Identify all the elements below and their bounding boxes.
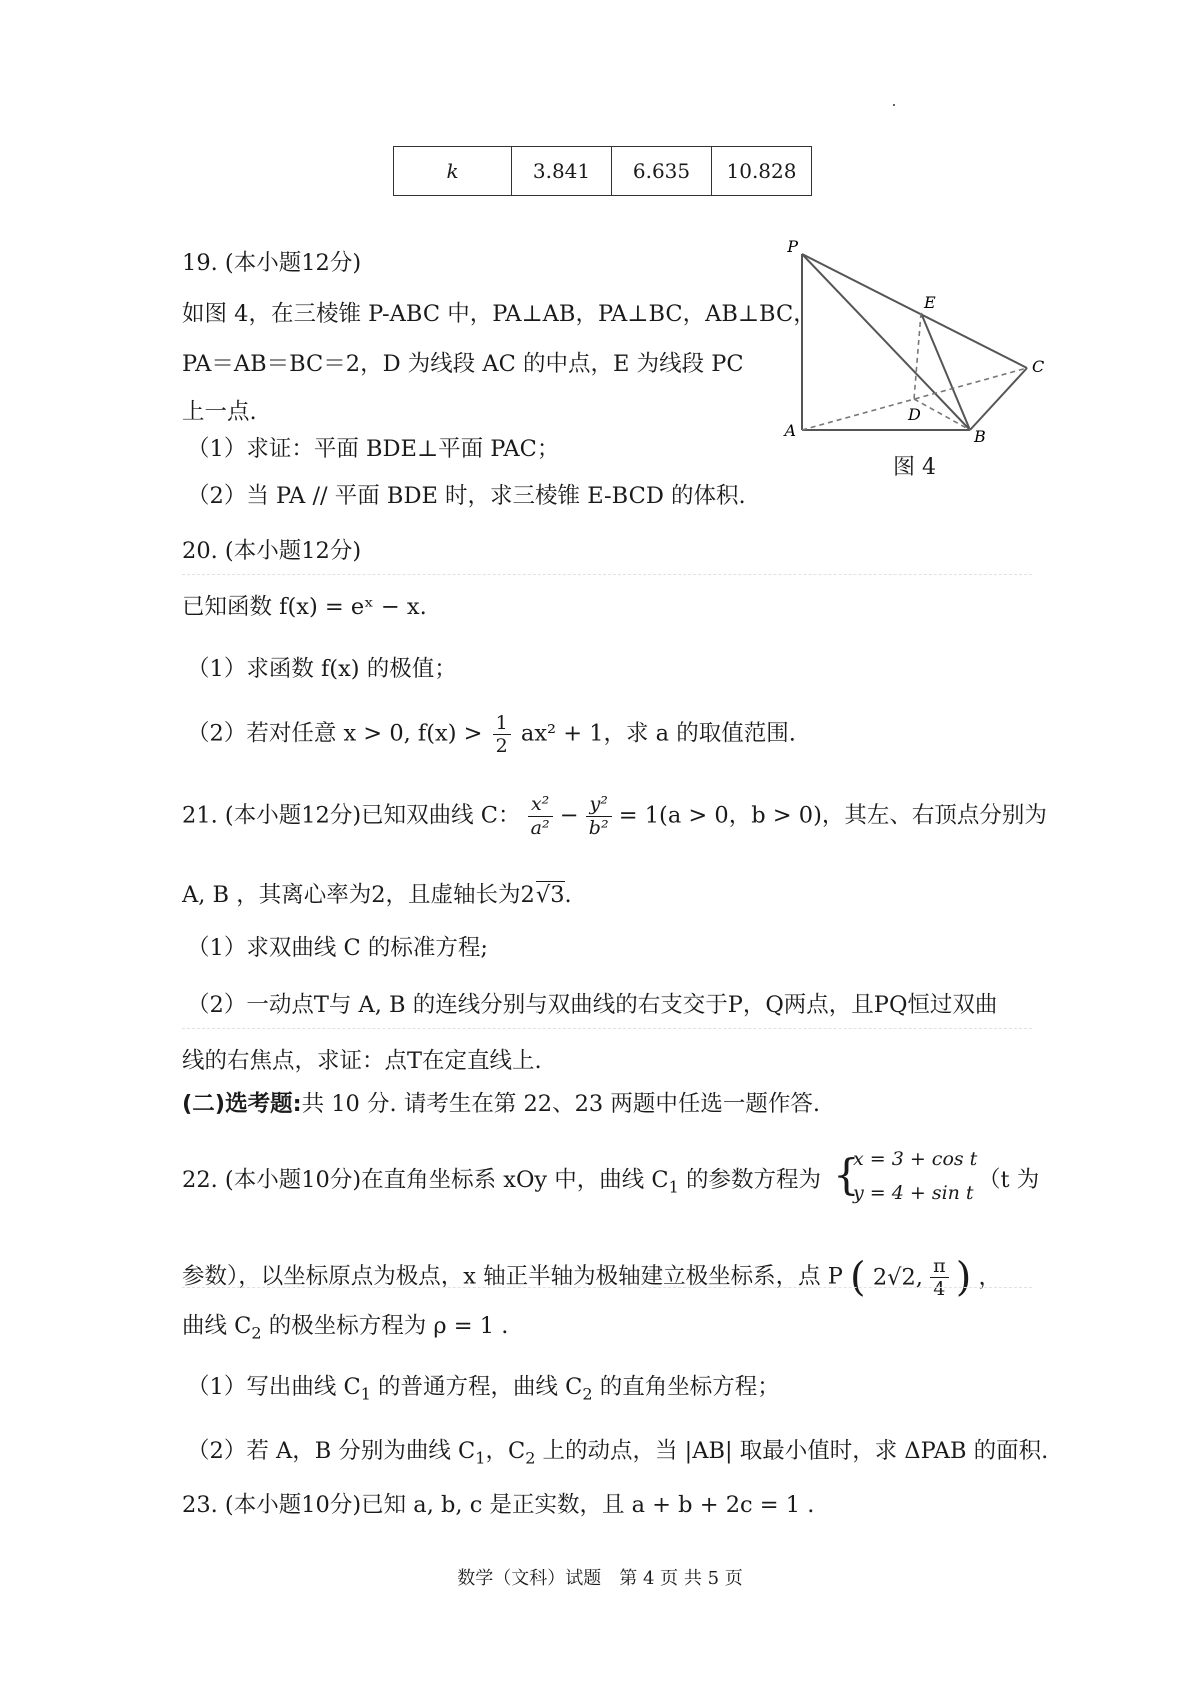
subscript: 2 bbox=[525, 1448, 536, 1468]
edge-pc bbox=[802, 254, 1027, 368]
q22-line3-end: 的极坐标方程为 ρ = 1 . bbox=[261, 1313, 509, 1339]
q22-line1 bbox=[182, 1165, 821, 1196]
frac-denominator: 2 bbox=[495, 735, 508, 757]
stray-dot bbox=[893, 104, 895, 106]
edge-be bbox=[921, 313, 970, 430]
edge-db-hidden bbox=[914, 399, 970, 430]
q21-line2-end: . bbox=[564, 882, 572, 908]
page-footer: 数学（文科）试题 第 4 页 共 5 页 bbox=[457, 1568, 743, 1589]
q22-line2-start: 参数），以坐标原点为极点，x 轴正半轴为极轴建立极坐标系，点 P bbox=[182, 1263, 843, 1290]
label-a: A bbox=[784, 421, 796, 440]
frac-denominator: b² bbox=[588, 817, 609, 839]
label-p: P bbox=[787, 238, 798, 256]
fraction-x2-a2 bbox=[528, 793, 553, 840]
subscript: 1 bbox=[360, 1384, 371, 1404]
q22-part2-c: 上的动点，当 |AB| 取最小值时，求 ΔPAB 的面积. bbox=[535, 1438, 1049, 1464]
q22-part1 bbox=[187, 1372, 780, 1403]
sqrt-radical: √3 bbox=[535, 882, 565, 908]
table-cell: 6.635 bbox=[612, 147, 712, 196]
q21-tail: = 1(a > 0，b > 0)，其左、右顶点分别为 bbox=[618, 802, 1047, 829]
label-b: B bbox=[974, 427, 986, 446]
frac-denominator: 4 bbox=[933, 1278, 946, 1300]
table-row bbox=[394, 147, 812, 196]
q22-line2 bbox=[182, 1255, 1001, 1300]
divider bbox=[182, 1028, 1032, 1029]
frac-numerator: 1 bbox=[493, 712, 511, 735]
q19-text-line1: 如图 4，在三棱锥 P-ABC 中，PA⊥AB，PA⊥BC，AB⊥BC， bbox=[182, 301, 816, 327]
q20-part1: （1）求函数 f(x) 的极值； bbox=[187, 656, 457, 682]
q19-text-line3: 上一点. bbox=[182, 399, 257, 425]
q19-text-line2: PA＝AB＝BC＝2，D 为线段 AC 的中点，E 为线段 PC bbox=[182, 351, 744, 377]
q21-line1 bbox=[182, 793, 1047, 840]
frac-numerator: π bbox=[930, 1255, 949, 1278]
system-eq-y: y = 4 + sin t bbox=[853, 1182, 974, 1204]
divider bbox=[182, 574, 1032, 575]
left-paren: ( bbox=[850, 1254, 866, 1301]
table-cell: 10.828 bbox=[712, 147, 812, 196]
q19-part2: （2）当 PA // 平面 BDE 时，求三棱锥 E-BCD 的体积. bbox=[187, 483, 746, 509]
q22-part2 bbox=[187, 1436, 1048, 1467]
figure-4-pyramid bbox=[780, 238, 1060, 458]
q21-line2-start: A, B ，其离心率为2，且虚轴长为2 bbox=[182, 882, 535, 908]
sqrt-value: 3 bbox=[550, 882, 565, 908]
q22-line2-end: ， bbox=[978, 1264, 1002, 1291]
section-bold-label: (二)选考题: bbox=[182, 1091, 302, 1117]
q21-part2-line2: 线的右焦点，求证：点T在定直线上. bbox=[182, 1048, 542, 1074]
q21-start: 21. (本小题12分)已知双曲线 C： bbox=[182, 802, 521, 829]
label-d: D bbox=[908, 405, 921, 424]
q19-heading: 19. (本小题12分) bbox=[182, 250, 362, 276]
edge-ed-hidden bbox=[914, 313, 921, 399]
q22-line3 bbox=[182, 1311, 508, 1342]
q21-part1: （1）求双曲线 C 的标准方程; bbox=[187, 935, 488, 961]
fraction-pi-4 bbox=[930, 1255, 949, 1300]
critical-value-table bbox=[393, 146, 812, 196]
right-paren: ) bbox=[955, 1254, 972, 1301]
q21-line2 bbox=[182, 880, 572, 910]
q22-start: 22. (本小题10分)在直角坐标系 xOy 中，曲线 C bbox=[182, 1167, 669, 1193]
label-c: C bbox=[1032, 357, 1045, 376]
table-cell: 3.841 bbox=[512, 147, 612, 196]
label-e: E bbox=[924, 293, 936, 312]
q20-part2 bbox=[187, 712, 796, 757]
frac-numerator: y² bbox=[586, 793, 612, 817]
minus-sign: − bbox=[559, 802, 579, 829]
q20-intro: 已知函数 f(x) = eˣ − x. bbox=[182, 594, 427, 620]
edge-bc bbox=[970, 368, 1027, 430]
edge-pb bbox=[802, 254, 970, 430]
q22-part1-c: 的直角坐标方程； bbox=[592, 1374, 780, 1400]
subscript: 1 bbox=[668, 1177, 679, 1197]
frac-numerator: x² bbox=[528, 793, 553, 817]
section-rest: 共 10 分. 请考生在第 22、23 两题中任选一题作答. bbox=[301, 1091, 821, 1117]
q23-line: 23. (本小题10分)已知 a, b, c 是正实数，且 a + b + 2c = 1 . bbox=[182, 1492, 815, 1518]
table-header-k: k bbox=[394, 147, 512, 196]
point-radius: 2√2, bbox=[872, 1264, 923, 1291]
q22-part1-a: （1）写出曲线 C bbox=[187, 1374, 361, 1400]
q22-line3-start: 曲线 C bbox=[182, 1313, 252, 1339]
fraction-one-half bbox=[493, 712, 511, 757]
q22-line1-end: （t 为 bbox=[978, 1167, 1040, 1193]
fraction-y2-b2 bbox=[586, 793, 612, 840]
q22-part1-b: 的普通方程，曲线 C bbox=[370, 1374, 583, 1400]
parametric-system bbox=[853, 1142, 977, 1210]
q20-part2-end: ax² + 1，求 a 的取值范围. bbox=[520, 720, 796, 747]
figure-4-caption: 图 4 bbox=[893, 455, 936, 480]
system-eq-x: x = 3 + cos t bbox=[853, 1148, 978, 1170]
q21-part2-line1: （2）一动点T与 A, B 的连线分别与双曲线的右支交于P，Q两点，且PQ恒过双曲 bbox=[187, 992, 998, 1018]
subscript: 2 bbox=[582, 1384, 593, 1404]
subscript: 2 bbox=[251, 1323, 262, 1343]
brace: { bbox=[833, 1150, 860, 1199]
section-optional-heading bbox=[182, 1089, 820, 1119]
q22-part2-b: ，C bbox=[485, 1438, 526, 1464]
q22-part2-a: （2）若 A，B 分别为曲线 C bbox=[187, 1438, 476, 1464]
q22-mid: 的参数方程为 bbox=[678, 1167, 821, 1193]
q19-part1: （1）求证：平面 BDE⊥平面 PAC； bbox=[187, 436, 560, 462]
q20-heading: 20. (本小题12分) bbox=[182, 538, 362, 564]
frac-denominator: a² bbox=[530, 817, 550, 839]
divider bbox=[182, 1287, 1032, 1288]
subscript: 1 bbox=[475, 1448, 486, 1468]
q20-part2-start: （2）若对任意 x > 0, f(x) > bbox=[187, 720, 483, 747]
